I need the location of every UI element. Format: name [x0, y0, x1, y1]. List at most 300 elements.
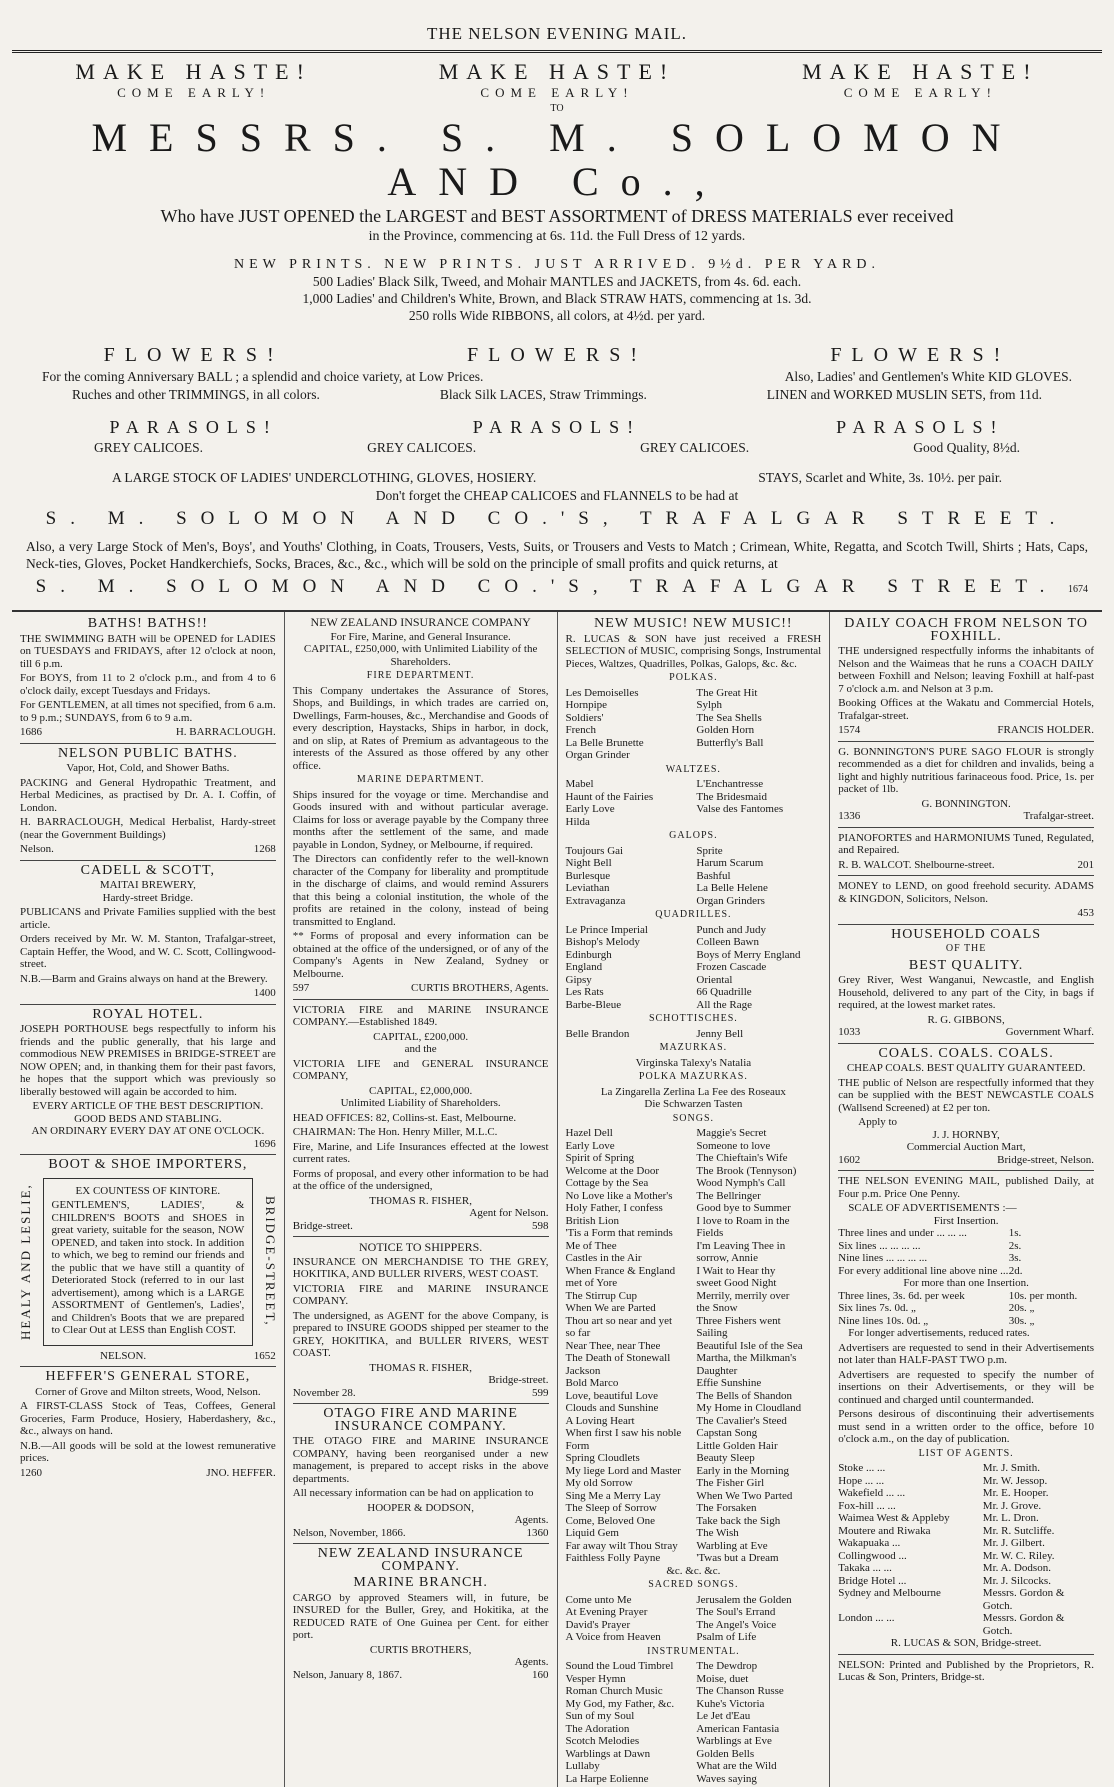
list-item: The Stirrup Cup	[565, 1289, 637, 1302]
list-item: Butterfly's Ball	[696, 736, 764, 749]
boot-signature	[20, 1350, 276, 1363]
baths-heading: BATHS! BATHS!!	[87, 616, 208, 631]
list-item: La Belle Helene	[696, 882, 768, 894]
list-item: David's Prayer	[565, 1618, 631, 1631]
column-3	[558, 612, 831, 1787]
parasols-3: PARASOLS!	[836, 417, 1005, 437]
list-item: Stoke ... ...	[838, 1462, 886, 1474]
list-item: Messrs. Gordon & Gotch.	[982, 1612, 1065, 1637]
list-item: The Forsaken	[696, 1502, 757, 1514]
divider	[293, 999, 549, 1000]
list-item: The Soul's Errand	[696, 1606, 776, 1618]
list-item: Golden Horn	[696, 724, 755, 736]
victoria-heading: VICTORIA FIRE and MARINE INSURANCE COMPANY.—Established 1849.	[292, 1003, 549, 1028]
parasols-2: PARASOLS!	[472, 417, 642, 437]
mazurkas-list: Virginska Talexy's Natalia	[635, 1056, 752, 1069]
list-item: sorrow, Annie	[696, 1252, 758, 1264]
sacred-heading: SACRED SONGS.	[648, 1579, 739, 1590]
list-item: Come, Beloved One	[565, 1514, 656, 1527]
divider	[20, 1366, 276, 1367]
solomon-advertisement	[12, 59, 1102, 602]
music-heading: NEW MUSIC! NEW MUSIC!!	[594, 616, 793, 631]
shippers-sig: THOMAS R. FISHER,	[369, 1361, 472, 1374]
list-item: Sailing	[696, 1327, 728, 1339]
ad-reference: 1674	[1068, 584, 1088, 595]
list-item: Hazel Dell	[565, 1127, 613, 1139]
agents-list	[838, 1462, 1094, 1637]
piano-ref: 201	[1077, 858, 1094, 871]
list-item: 2d.	[1008, 1264, 1023, 1277]
heffer-signature	[20, 1467, 276, 1480]
list-item: Leviathan	[565, 882, 610, 894]
coals-sig: J. J. HORNBY,	[932, 1128, 1000, 1141]
nzi-branch: MARINE BRANCH.	[353, 1575, 488, 1590]
royal-hotel-ordinary: AN ORDINARY EVERY DAY AT ONE O'CLOCK.	[31, 1125, 265, 1137]
piano-sig: R. B. WALCOT. Shelbourne-street.	[838, 858, 995, 871]
heffer-text: A FIRST-CLASS Stock of Teas, Coffees, General Groceries, Farm Produce, Hosiery, Haberdashery, &c., &c., always on hand.	[20, 1400, 276, 1437]
list-item: The Wish	[696, 1527, 739, 1539]
first-insertion: First Insertion.	[933, 1214, 999, 1227]
list-item: Oriental	[696, 973, 733, 986]
list-item: Sing Me a Merry Lay	[565, 1489, 661, 1502]
list-item: Bishop's Melody	[565, 936, 640, 948]
list-item: Six lines ... ... ... ...	[838, 1239, 921, 1252]
list-item: Nine lines 10s. 0d. „	[838, 1314, 929, 1327]
list-item: Mr. L. Dron.	[982, 1512, 1039, 1524]
shippers-sig-addr: Bridge-street.	[488, 1374, 549, 1386]
coal-of-the: OF THE	[945, 943, 987, 954]
cadell-nb: N.B.—Barm and Grains always on hand at the Brewery.	[20, 972, 268, 985]
list-item: Boys of Merry England	[696, 948, 801, 961]
piano-text: PIANOFORTES and HARMONIUMS Tuned, Regulated, and Repaired.	[838, 831, 1094, 856]
list-item: met of Yore	[565, 1277, 618, 1289]
coach-ref: 1574	[838, 724, 861, 736]
list-item: Near Thee, near Thee	[565, 1339, 661, 1352]
nzic-heading: NEW ZEALAND INSURANCE COMPANY	[310, 615, 531, 629]
divider	[838, 875, 1094, 876]
marine-heading: MARINE DEPARTMENT.	[356, 774, 485, 785]
list-item: England	[565, 961, 603, 973]
ruches-text: Ruches and other TRIMMINGS, in all colors.	[71, 387, 320, 402]
baths-boys: For BOYS, from 11 to 2 o'clock p.m., and from 4 to 6 o'clock daily, except Tuesdays and Fridays.	[20, 672, 276, 697]
divider	[838, 741, 1094, 742]
calicoes-2: GREY CALICOES.	[367, 440, 477, 455]
muslin-text: LINEN and WORKED MUSLIN SETS, from 11d.	[766, 387, 1043, 402]
victoria-chairman: CHAIRMAN: The Hon. Henry Miller, M.L.C.	[292, 1126, 498, 1138]
cadell-text: PUBLICANS and Private Families supplied with the best article.	[20, 906, 276, 931]
coals-apply: Apply to	[858, 1116, 898, 1128]
list-item: Mr. R. Sutcliffe.	[982, 1524, 1055, 1537]
list-item: Good bye to Summer	[696, 1202, 791, 1214]
divider	[838, 1170, 1094, 1171]
victoria-and: and the	[404, 1043, 437, 1055]
make-haste-2: MAKE HASTE!	[438, 59, 676, 84]
otago-sig-role: Agents.	[514, 1514, 549, 1526]
new-prints-line: NEW PRINTS. NEW PRINTS. JUST ARRIVED. 9½d. PER YARD.	[233, 257, 881, 272]
songs-etc: &c. &c. &c.	[666, 1564, 721, 1577]
victoria-sig-role: Agent for Nelson.	[469, 1207, 549, 1219]
list-item: Sprite	[696, 844, 723, 857]
list-item: Les Demoiselles	[565, 686, 639, 699]
shippers-ref: 599	[532, 1386, 549, 1399]
bridge-street-label: BRIDGE-STREET,	[262, 1196, 278, 1327]
list-item: Three Fishers went	[696, 1314, 781, 1327]
list-item: When We are Parted	[565, 1302, 656, 1314]
list-item: Hilda	[565, 815, 590, 828]
waltzes-heading: WALTZES.	[665, 763, 721, 775]
list-item: Far away wilt Thou Stray	[565, 1539, 678, 1552]
list-item: La Belle Brunette	[565, 736, 644, 749]
agents-sig: R. LUCAS & SON, Bridge-street.	[890, 1637, 1042, 1649]
list-item: The Adoration	[565, 1722, 630, 1735]
polka-mazurkas-list: La Zingarella Zerlina La Fee des Roseaux	[600, 1085, 786, 1098]
list-item: For every additional line above nine ...	[838, 1264, 1009, 1277]
list-item: Six lines 7s. 0d. „	[838, 1302, 916, 1314]
calicoes-3: GREY CALICOES.	[640, 440, 750, 455]
list-item: Warblings at Dawn	[565, 1747, 651, 1760]
list-item: Come unto Me	[565, 1593, 632, 1606]
list-item: British Lion	[565, 1214, 619, 1227]
list-item: 3s.	[1008, 1252, 1022, 1264]
list-item: Mabel	[565, 778, 594, 790]
list-item: A Loving Heart	[565, 1414, 635, 1427]
list-item: Psalm of Life	[696, 1631, 757, 1643]
list-item: sweet Good Night	[696, 1277, 777, 1289]
underclothing-text: A LARGE STOCK OF LADIES' UNDERCLOTHING, GLOVES, HOSIERY.	[112, 470, 537, 485]
coals-sub: CHEAP COALS. BEST QUALITY GUARANTEED.	[846, 1062, 1086, 1074]
divider	[293, 1403, 549, 1404]
list-item: Wakapuaka ...	[838, 1537, 901, 1549]
polka-mazurkas-heading: POLKA MAZURKAS.	[638, 1071, 748, 1082]
shop-address-row	[26, 572, 1088, 602]
list-item: The Dewdrop	[696, 1660, 758, 1672]
list-item: The Fisher Girl	[696, 1477, 765, 1489]
stays-text: STAYS, Scarlet and White, 3s. 10½. per pair.	[758, 470, 1002, 485]
victoria-life-capital: CAPITAL, £2,000,000.	[368, 1084, 473, 1097]
coals-signature	[838, 1154, 1094, 1167]
boot-ad	[20, 1174, 276, 1350]
songs-list	[566, 1127, 822, 1565]
list-item: Jackson	[565, 1364, 601, 1377]
masthead-rule	[12, 50, 1102, 53]
otago-ref: 1360	[526, 1526, 549, 1539]
coach-signature	[838, 724, 1094, 737]
list-item: The Bridesmaid	[696, 790, 767, 803]
ball-text: For the coming Anniversary BALL ; a splendid and choice variety, at Low Prices.	[42, 369, 484, 384]
list-item: Jerusalem the Golden	[696, 1593, 792, 1606]
come-early-row	[12, 85, 1102, 101]
baths-gentlemen: For GENTLEMEN, at all times not specified, from 6 a.m. to 9 p.m.; SUNDAYS, from 6 to 9 a.m.	[20, 699, 276, 724]
divider	[293, 1543, 549, 1544]
shop-address-2: S. M. SOLOMON AND CO.'S, TRAFALGAR STREET.	[35, 576, 1059, 597]
list-item: Welcome at the Door	[565, 1164, 659, 1177]
victoria-rates: Fire, Marine, and Life Insurances effected at the lowest current rates.	[292, 1140, 549, 1165]
kid-gloves-text: Also, Ladies' and Gentlemen's White KID GLOVES.	[784, 369, 1072, 384]
heffer-heading: HEFFER'S GENERAL STORE,	[45, 1369, 251, 1384]
list-item: When France & England	[565, 1264, 676, 1277]
list-item: Haunt of the Fairies	[565, 790, 654, 803]
schottisches-list	[566, 1028, 822, 1041]
make-haste-1: MAKE HASTE!	[75, 59, 312, 84]
shippers-date: November 28.	[292, 1386, 356, 1399]
baths-ref: 1686	[20, 726, 42, 738]
healy-leslie-label: HEALY AND LESLIE,	[18, 1183, 33, 1340]
otago-signature	[293, 1527, 549, 1540]
list-item: Early Love	[565, 1139, 615, 1152]
list-item: The Sea Shells	[696, 711, 762, 724]
column-4	[830, 612, 1102, 1787]
rates-more	[838, 1290, 1094, 1328]
list-item: My liege Lord and Master	[565, 1464, 681, 1477]
sacred-list	[566, 1594, 822, 1644]
list-item: Capstan Song	[696, 1427, 758, 1439]
parasols-1: PARASOLS!	[109, 417, 278, 437]
list-item: My Home in Cloudland	[696, 1402, 802, 1414]
list-item: Kuhe's Victoria	[696, 1697, 765, 1710]
victoria-offices: HEAD OFFICES: 82, Collins-st. East, Melbourne.	[292, 1111, 517, 1124]
boot-ref: 1652	[253, 1349, 276, 1362]
coal-ref: 1033	[838, 1026, 861, 1038]
nzic-ref: 597	[292, 982, 310, 994]
shippers-signature	[293, 1387, 549, 1400]
songs-heading: SONGS.	[672, 1112, 715, 1124]
list-item: Three lines and under ... ... ...	[838, 1227, 967, 1239]
agents-heading: LIST OF AGENTS.	[918, 1447, 1014, 1459]
public-baths-address: H. BARRACLOUGH, Medical Herbalist, Hardy-street (near the Government Buildings)	[20, 816, 276, 841]
list-item: Little Golden Hair	[696, 1439, 778, 1452]
mantles-line: 500 Ladies' Black Silk, Tweed, and Mohair MANTLES and JACKETS, from 4s. 6d. each.	[312, 274, 802, 289]
firm-name: MESSRS. S. M. SOLOMON AND Co.,	[91, 115, 1023, 204]
rates-first	[838, 1227, 1094, 1277]
divider	[20, 1004, 276, 1005]
list-item: When first I saw his noble	[565, 1427, 682, 1439]
list-item: Three lines, 3s. 6d. per week	[838, 1289, 965, 1302]
list-item: Cottage by the Sea	[565, 1177, 649, 1189]
list-item: so far	[565, 1327, 591, 1339]
money-ref: 453	[1077, 907, 1094, 919]
list-item: Martha, the Milkman's	[696, 1352, 797, 1364]
shippers-insurance: INSURANCE ON MERCHANDISE TO THE GREY, HOKITIKA, AND BULLER RIVERS, WEST COAST.	[292, 1255, 549, 1280]
list-item: Mr. W. Jessop.	[982, 1474, 1048, 1487]
list-item: Sydney and Melbourne	[838, 1587, 941, 1599]
list-item: Spring Cloudlets	[565, 1452, 640, 1464]
baths-signature	[20, 726, 276, 739]
victoria-capital: CAPITAL, £200,000.	[373, 1030, 469, 1043]
sago-sig: G. BONNINGTON.	[921, 797, 1011, 810]
public-baths-ref: 1268	[253, 843, 276, 855]
list-item: Fields	[696, 1227, 724, 1239]
boot-heading: BOOT & SHOE IMPORTERS,	[48, 1157, 248, 1172]
scale-heading: SCALE OF ADVERTISEMENTS :—	[848, 1202, 1017, 1214]
royal-hotel-article: EVERY ARTICLE OF THE BEST DESCRIPTION.	[32, 1100, 264, 1112]
list-item: Les Rats	[565, 986, 604, 998]
come-early-1: COME EARLY!	[117, 85, 271, 100]
mail-text: THE NELSON EVENING MAIL, published Daily, at Four p.m. Price One Penny.	[838, 1175, 1094, 1200]
royal-hotel-signature	[20, 1138, 276, 1151]
list-item: Effie Sunshine	[696, 1377, 762, 1389]
list-item: Vesper Hymn	[565, 1672, 626, 1685]
dress-price-line: in the Province, commencing at 6s. 11d. the Full Dress of 12 yards.	[368, 229, 746, 244]
laces-text: Black Silk LACES, Straw Trimmings.	[439, 387, 647, 402]
schottisches-heading: SCHOTTISCHES.	[648, 1013, 738, 1024]
list-item: Beauty Sleep	[696, 1452, 755, 1464]
list-item: No Love like a Mother's	[565, 1189, 673, 1202]
nzi-ref: 160	[532, 1668, 549, 1681]
list-item	[696, 749, 821, 762]
list-item: 10s. per month.	[1008, 1289, 1078, 1302]
list-item: Beautiful Isle of the Sea	[696, 1339, 803, 1352]
polkas-heading: POLKAS.	[669, 672, 718, 683]
waltzes-list	[566, 778, 822, 828]
parasols-row	[12, 417, 1102, 438]
royal-hotel-text: JOSEPH PORTHOUSE begs respectfully to inform his friends and the public generally, that his large and commodious NEW PREMISES in BRIDGE-STREET are NOW OPEN; and, in thanking them for their past favors, he hopes that the support which was previously so liberally bestowed will again be accorded to him.	[20, 1023, 276, 1098]
stock-row	[12, 470, 1102, 486]
victoria-liability: Unlimited Liability of Shareholders.	[340, 1097, 501, 1109]
baths-ladies: THE SWIMMING BATH will be OPENED for LADIES on TUESDAYS and FRIDAYS, after 12 o'clock at noon, till 6 p.m.	[20, 632, 276, 670]
list-item: Moutere and Riwaka	[838, 1524, 931, 1537]
list-item: Extravaganza	[565, 894, 626, 907]
list-item: My God, my Father, &c.	[565, 1697, 675, 1710]
list-item: Collingwood ...	[838, 1549, 907, 1562]
list-item: Spirit of Spring	[565, 1152, 634, 1164]
list-item: 'Tis a Form that reminds	[565, 1227, 673, 1239]
coals-text: THE public of Nelson are respectfully informed that they can be supplied with the BEST NEWCASTLE COALS (Wallsend Screened) at £2 per ton.	[838, 1076, 1094, 1114]
polka-mazurkas-list-2: Die Schwarzen Tasten	[644, 1098, 743, 1110]
list-item: Wakefield ... ...	[838, 1487, 906, 1499]
divider	[20, 743, 276, 744]
victoria-life-heading: VICTORIA LIFE and GENERAL INSURANCE COMPANY,	[292, 1057, 549, 1082]
list-item: Castles in the Air	[565, 1252, 642, 1264]
victoria-address: Bridge-street.	[292, 1219, 353, 1232]
list-item: The Sleep of Sorrow	[565, 1502, 657, 1514]
list-item: Warblings at Eve	[696, 1735, 772, 1747]
boot-text: GENTLEMEN'S, LADIES', & CHILDREN'S BOOTS and SHOES in great variety, suitable for the season, NOW OPENED, and taken into stock. In addition to which, we beg to remind our friends and the public that we have still a quantity of Deteriorated Stock (referred to in our last advertisement), among which is a LARGE ASSORTMENT of Gentlemen's, Ladies', and Children's Boots that we are prepared to Clear Out at LESS than English COST.	[51, 1199, 245, 1336]
list-item: The Great Hit	[696, 686, 758, 699]
otago-heading: OTAGO FIRE AND MARINE INSURANCE COMPANY.	[323, 1406, 518, 1434]
public-baths-signature	[20, 843, 276, 856]
music-text: R. LUCAS & SON have just received a FRESH SELECTION of MUSIC, comprising Songs, Instrumental Pieces, Waltzes, Quadrilles, Polkas, Galops, &c. &c.	[565, 632, 822, 670]
list-item: Roman Church Music	[565, 1685, 663, 1697]
coals-heading: COALS. COALS. COALS.	[878, 1045, 1054, 1061]
list-item: Mr. J. Silcocks.	[982, 1574, 1051, 1587]
list-item: Sound the Loud Timbrel	[565, 1660, 674, 1672]
list-item: Hope ... ...	[838, 1474, 885, 1487]
heffer-sig: JNO. HEFFER.	[206, 1466, 276, 1479]
list-item: Nine lines ... ... ... ...	[838, 1252, 928, 1264]
royal-hotel-beds: GOOD BEDS AND STABLING.	[74, 1112, 222, 1125]
make-haste-row	[12, 59, 1102, 85]
divider	[838, 827, 1094, 828]
masthead: THE NELSON EVENING MAIL.	[426, 24, 688, 43]
shippers-text: The undersigned, as AGENT for the above Company, is prepared to INSURE GOODS shipped per steamer to the GREY, HOKITIKA, and BULLER RIVERS, WEST COAST.	[292, 1309, 549, 1359]
sago-signature	[838, 810, 1094, 823]
list-item: Thou art so near and yet	[565, 1314, 673, 1327]
list-item: A Voice from Heaven	[565, 1631, 661, 1643]
flowers-line-1	[12, 369, 1102, 385]
divider	[293, 1236, 549, 1237]
list-item: When We Two Parted	[696, 1489, 793, 1502]
list-item: At Evening Prayer	[565, 1606, 648, 1618]
victoria-signature	[293, 1220, 549, 1233]
list-item: Golden Bells	[696, 1747, 755, 1760]
list-item: Liquid Gem	[565, 1527, 619, 1539]
victoria-forms: Forms of proposal, and every other information to be had at the office of the undersigned,	[292, 1167, 549, 1192]
cadell-heading: CADELL & SCOTT,	[80, 862, 216, 878]
coal-signature	[838, 1026, 1094, 1039]
list-item: 'Twas but a Dream	[696, 1552, 779, 1564]
victoria-ref: 598	[532, 1219, 549, 1232]
assortment-line: Who have JUST OPENED the LARGEST and BEST ASSORTMENT of DRESS MATERIALS ever received	[160, 206, 954, 226]
list-item: Mr. J. Smith.	[982, 1462, 1040, 1474]
flowers-row	[12, 344, 1102, 367]
divider	[20, 860, 276, 861]
advertisement-columns	[12, 610, 1102, 1787]
list-item: Merrily, merrily over	[696, 1289, 790, 1302]
list-item: Belle Brandon	[565, 1027, 630, 1040]
list-item: Mr. W. C. Riley.	[982, 1549, 1055, 1562]
otago-date: Nelson, November, 1866.	[292, 1526, 406, 1539]
list-item: 20s. „	[1008, 1302, 1035, 1314]
nzi-signature	[293, 1669, 549, 1682]
quadrilles-list	[566, 924, 822, 1012]
list-item: Organ Grinders	[696, 894, 765, 907]
list-item: Holy Father, I confess	[565, 1202, 663, 1214]
list-item: The Bellringer	[696, 1189, 761, 1202]
best-quality-heading: BEST QUALITY.	[908, 957, 1024, 973]
straw-hats-line: 1,000 Ladies' and Children's White, Brown, and Black STRAW HATS, commencing at 1s. 3d.	[302, 291, 812, 306]
list-item: French	[565, 724, 597, 736]
clothing-paragraph: Also, a very Large Stock of Men's, Boys', and Youths' Clothing, in Coats, Trousers, Vests, Suits, or Trousers and Vests to Match ; Crimean, White, Regatta, and Scotch Twill, Shirts ; Hats, Caps, Neck-ties, Gloves, Pocket Handkerchiefs, Socks, Braces, &c., &c., which will be sold on the principle of small profits and quick returns, at	[26, 539, 1088, 571]
list-item: American Fantasia	[696, 1722, 780, 1735]
victoria-sig: THOMAS R. FISHER,	[369, 1194, 472, 1207]
dont-forget-line: Don't forget the CHEAP CALICOES and FLANNELS to be had at	[375, 488, 739, 503]
cadell-address: Hardy-street Bridge.	[102, 891, 194, 904]
come-early-3: COME EARLY!	[843, 85, 997, 100]
list-item: Le Prince Imperial	[565, 923, 648, 936]
longer-ads: For longer advertisements, reduced rates.	[848, 1327, 1030, 1339]
list-item: Clouds and Sunshine	[565, 1402, 659, 1414]
list-item: The Death of Stonewall	[565, 1352, 671, 1364]
mazurkas-heading: MAZURKAS.	[659, 1042, 728, 1053]
coach-booking: Booking Offices at the Wakatu and Commercial Hotels, Trafalgar-street.	[838, 697, 1094, 722]
list-item: Sylph	[696, 699, 723, 711]
list-item: Mr. A. Dodson.	[982, 1562, 1051, 1574]
list-item: Early Love	[565, 803, 615, 815]
money-signature	[838, 907, 1094, 920]
sago-address: Trafalgar-street.	[1023, 810, 1094, 822]
list-item: I Wait to Hear thy	[696, 1264, 776, 1277]
royal-hotel-heading: ROYAL HOTEL.	[92, 1006, 204, 1022]
shop-address-1: S. M. SOLOMON AND CO.'S, TRAFALGAR STREET.	[45, 508, 1069, 529]
list-item: Edinburgh	[565, 948, 612, 961]
list-item: Faithless Folly Payne	[565, 1552, 661, 1564]
list-item: Bold Marco	[565, 1377, 619, 1389]
otago-text: THE OTAGO FIRE and MARINE INSURANCE COMPANY, having been reorganised under a new management, is prepared to accept risks in the above departments.	[292, 1435, 549, 1485]
list-item: The Angel's Voice	[696, 1618, 777, 1631]
galops-heading: GALOPS.	[669, 830, 718, 841]
coals-ref: 1602	[838, 1153, 861, 1166]
list-item: Take back the Sigh	[696, 1514, 781, 1527]
flowers-2: FLOWERS!	[466, 344, 647, 366]
list-item: Le Jet d'Eau	[696, 1710, 751, 1722]
list-item: The Cavalier's Steed	[696, 1414, 787, 1427]
adv-insertions: Advertisers are requested to specify the number of insertions on their Advertisements, or they will be continued and charged until countermanded.	[838, 1368, 1094, 1406]
come-early-2: COME EARLY!	[480, 85, 634, 100]
list-item: Lullaby	[565, 1760, 600, 1772]
list-item: Harum Scarum	[696, 857, 764, 869]
sago-ref: 1336	[838, 810, 861, 822]
boot-box	[43, 1178, 254, 1346]
